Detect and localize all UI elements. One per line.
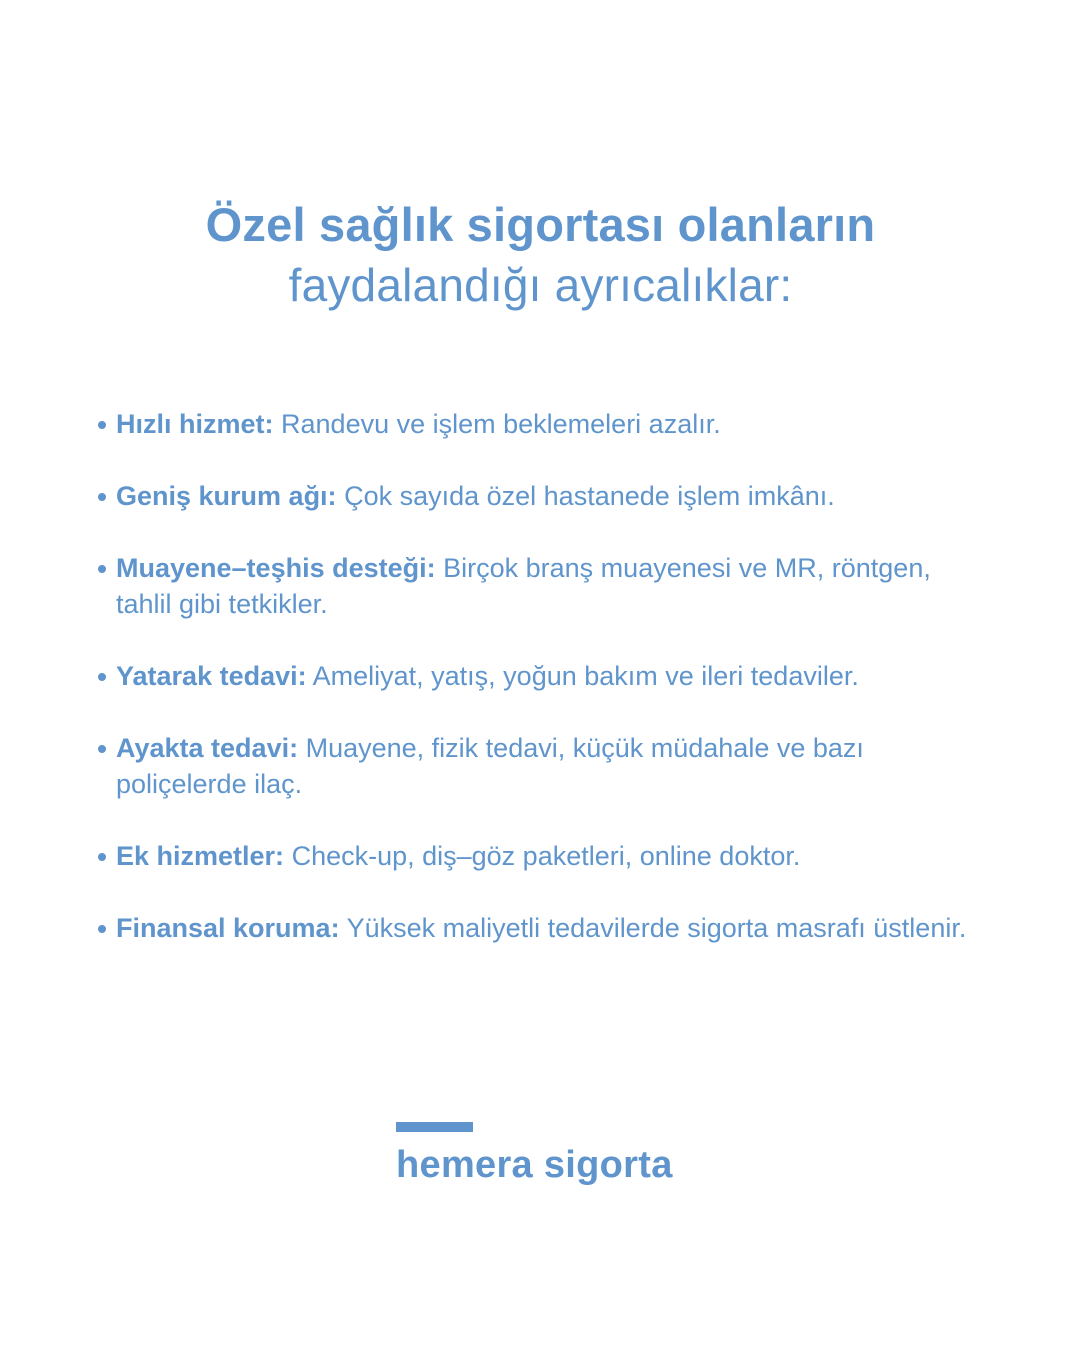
bullet-icon	[98, 853, 106, 861]
benefits-list	[98, 406, 978, 982]
benefit-label: Muayene–teşhis desteği:	[116, 553, 436, 583]
benefit-item-hizli-hizmet	[98, 406, 978, 442]
benefit-item-ayakta-tedavi	[98, 730, 978, 802]
benefit-item-finansal-koruma	[98, 910, 978, 946]
benefit-item-genis-kurum-agi	[98, 478, 978, 514]
bullet-icon	[98, 925, 106, 933]
title-line-regular: faydalandığı ayrıcalıklar:	[288, 259, 793, 311]
bullet-icon	[98, 565, 106, 573]
benefit-text: Yüksek maliyetli tedavilerde sigorta masrafı üstlenir.	[339, 913, 967, 943]
bullet-icon	[98, 745, 106, 753]
benefit-text: Randevu ve işlem beklemeleri azalır.	[273, 409, 721, 439]
brand-bar	[396, 1122, 473, 1132]
bullet-icon	[98, 421, 106, 429]
title-line-bold: Özel sağlık sigortası olanların	[205, 198, 876, 251]
bullet-icon	[98, 673, 106, 681]
benefit-text: Check-up, diş–göz paketleri, online doktor.	[284, 841, 801, 871]
benefit-label: Yatarak tedavi:	[116, 661, 307, 691]
benefit-label: Ek hizmetler:	[116, 841, 285, 871]
benefit-item-muayene-teshis	[98, 550, 978, 622]
benefit-item-ek-hizmetler	[98, 838, 978, 874]
benefit-label: Ayakta tedavi:	[116, 733, 299, 763]
benefit-text: Ameliyat, yatış, yoğun bakım ve ileri tedaviler.	[306, 661, 859, 691]
benefit-text: Çok sayıda özel hastanede işlem imkânı.	[336, 481, 835, 511]
benefit-item-yatarak-tedavi	[98, 658, 978, 694]
page-title	[0, 196, 1081, 316]
bullet-icon	[98, 493, 106, 501]
benefit-text: Birçok branş muayenesi ve MR, röntgen, tahlil gibi tetkikler.	[116, 553, 931, 619]
benefit-text: Muayene, fizik tedavi, küçük müdahale ve bazı poliçelerde ilaç.	[116, 733, 864, 799]
benefit-label: Geniş kurum ağı:	[116, 481, 337, 511]
brand-logo	[396, 1122, 673, 1188]
benefit-label: Hızlı hizmet:	[116, 409, 274, 439]
brand-name: hemera sigorta	[396, 1144, 673, 1186]
benefit-label: Finansal koruma:	[116, 913, 340, 943]
